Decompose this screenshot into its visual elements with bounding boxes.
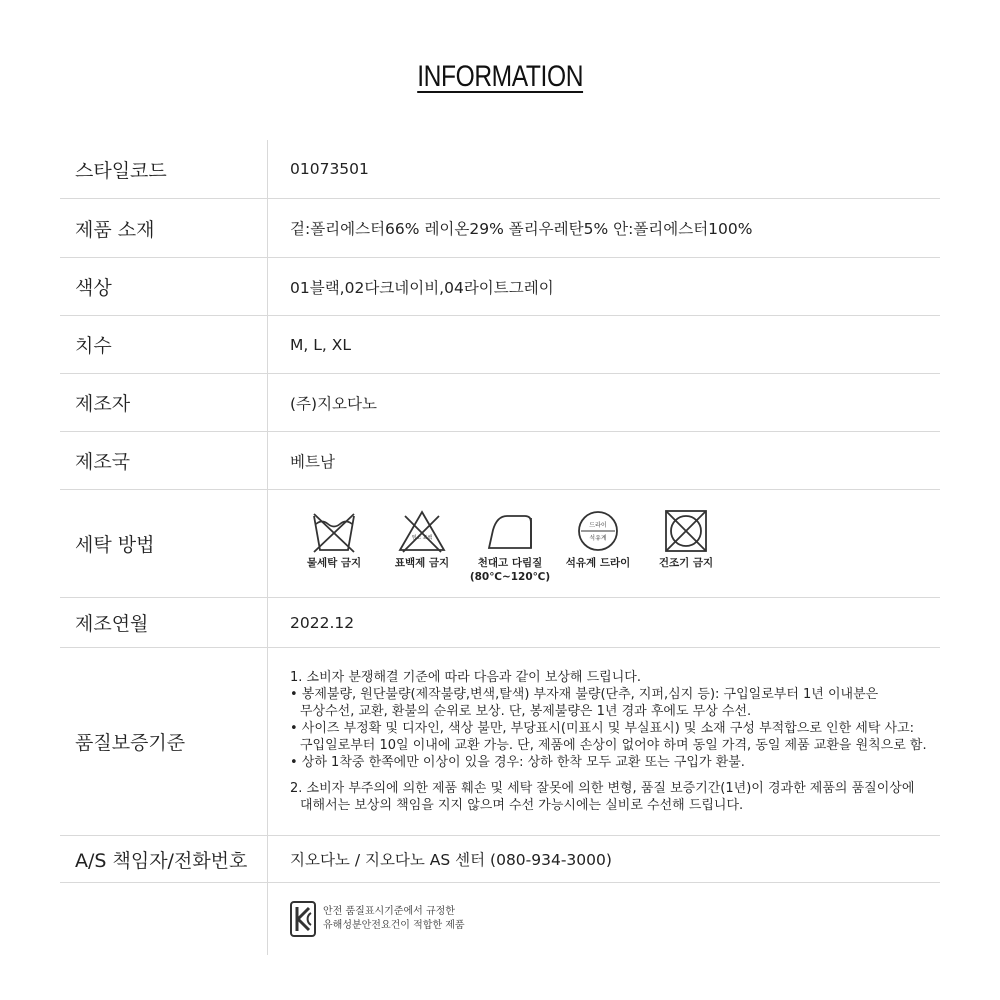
dry-clean-icon [573,508,623,554]
info-table [60,140,940,955]
care-symbols [290,504,730,584]
row-size [60,316,940,374]
row-kc [60,883,940,955]
row-country [60,432,940,490]
quality-line-3: 무상수선, 교환, 환불의 순위로 보상. 단, 봉제불량은 1년 경과 후에도 무상 수선. [300,704,752,719]
value-material: 겉:폴리에스터66% 레이온29% 폴리우레탄5% 안:폴리에스터100% [267,199,940,257]
value-date: 2022.12 [267,598,940,647]
quality-line-8: 대해서는 보상의 책임을 지지 않으며 수선 가능시에는 실비로 수선해 드립니다. [300,798,744,813]
value-country: 베트남 [267,432,940,489]
label-style-code: 스타일코드 [75,159,167,182]
kc-line-1: 안전 품질표시기준에서 규정한 [323,906,455,917]
value-washing [267,490,940,597]
no-bleach-inner-text: 염소 표백 [411,534,433,541]
label-material: 제품 소재 [75,218,155,241]
no-bleach-icon [397,508,447,554]
kc-mark [290,900,465,938]
quality-line-6: • 상하 1착중 한쪽에만 이상이 있을 경우: 상하 한착 모두 교환 또는 구입가 환불. [290,755,745,770]
label-washing: 세탁 방법 [75,534,155,556]
care-no-bleach [378,508,466,570]
no-water-wash-icon [309,508,359,554]
row-date [60,598,940,648]
care-no-water-wash [290,508,378,570]
kc-line-2: 유해성분안전요건이 적합한 제품 [323,920,465,931]
value-size: M, L, XL [267,316,940,373]
label-quality: 품질보증기준 [75,732,186,754]
dry-clean-top-text: 드라이 [589,521,607,529]
value-color: 01블랙,02다크네이비,04라이트그레이 [267,258,940,315]
value-style-code: 01073501 [267,140,940,198]
label-country: 제조국 [75,451,131,473]
value-maker: (주)지오다노 [267,374,940,431]
row-material [60,199,940,258]
quality-line-5: 구입일로부터 10일 이내에 교환 가능. 단, 제품에 손상이 없어야 하며 동일 가격, 동일 제품 교환을 원칙으로 함. [300,738,927,753]
row-style-code [60,140,940,199]
care-iron [466,508,554,584]
label-color: 색상 [75,277,112,299]
row-as [60,836,940,883]
iron-icon [485,508,535,554]
label-as: A/S 책임자/전화번호 [75,849,248,872]
kc-certification-icon [290,900,316,938]
care-label-no-tumble: 건조기 금지 [658,556,714,569]
care-label-no-bleach: 표백제 금지 [394,556,450,569]
quality-line-7: 2. 소비자 부주의에 의한 제품 훼손 및 세탁 잘못에 의한 변형, 품질 보증기간(1년)이 경과한 제품의 품질이상에 [290,781,915,796]
label-date: 제조연월 [75,613,149,635]
quality-text [290,669,927,814]
label-maker: 제조자 [75,393,131,415]
quality-line-1: 1. 소비자 분쟁해결 기준에 따라 다음과 같이 보상해 드립니다. [290,670,641,685]
row-color [60,258,940,316]
care-label-dry-clean: 석유계 드라이 [565,556,631,569]
row-maker [60,374,940,432]
quality-line-2: • 봉제불량, 원단불량(제작불량,변색,탈색) 부자재 불량(단추, 지퍼,심지 등): 구입일로부터 1년 이내분은 [290,687,879,702]
value-quality [267,648,940,835]
care-no-tumble [642,508,730,570]
care-label-iron-2: (80℃~120℃) [469,570,551,583]
page-title [0,60,1000,94]
value-kc [267,883,940,955]
care-label-no-water-wash: 물세탁 금지 [306,556,362,569]
row-quality [60,648,940,836]
care-label-iron-1: 천대고 다림질 [477,556,543,569]
value-as: 지오다노 / 지오다노 AS 센터 (080-934-3000) [267,836,940,882]
care-dry-clean [554,508,642,570]
label-size: 치수 [75,335,112,357]
quality-line-4: • 사이즈 부정확 및 디자인, 색상 불만, 부당표시(미표시 및 부실표시) 및 소재 구성 부적합으로 인한 세탁 사고: [290,721,915,736]
title-text: INFORMATION [417,60,583,93]
dry-clean-bottom-text: 석유계 [589,534,607,542]
no-tumble-dry-icon [661,508,711,554]
row-washing [60,490,940,598]
